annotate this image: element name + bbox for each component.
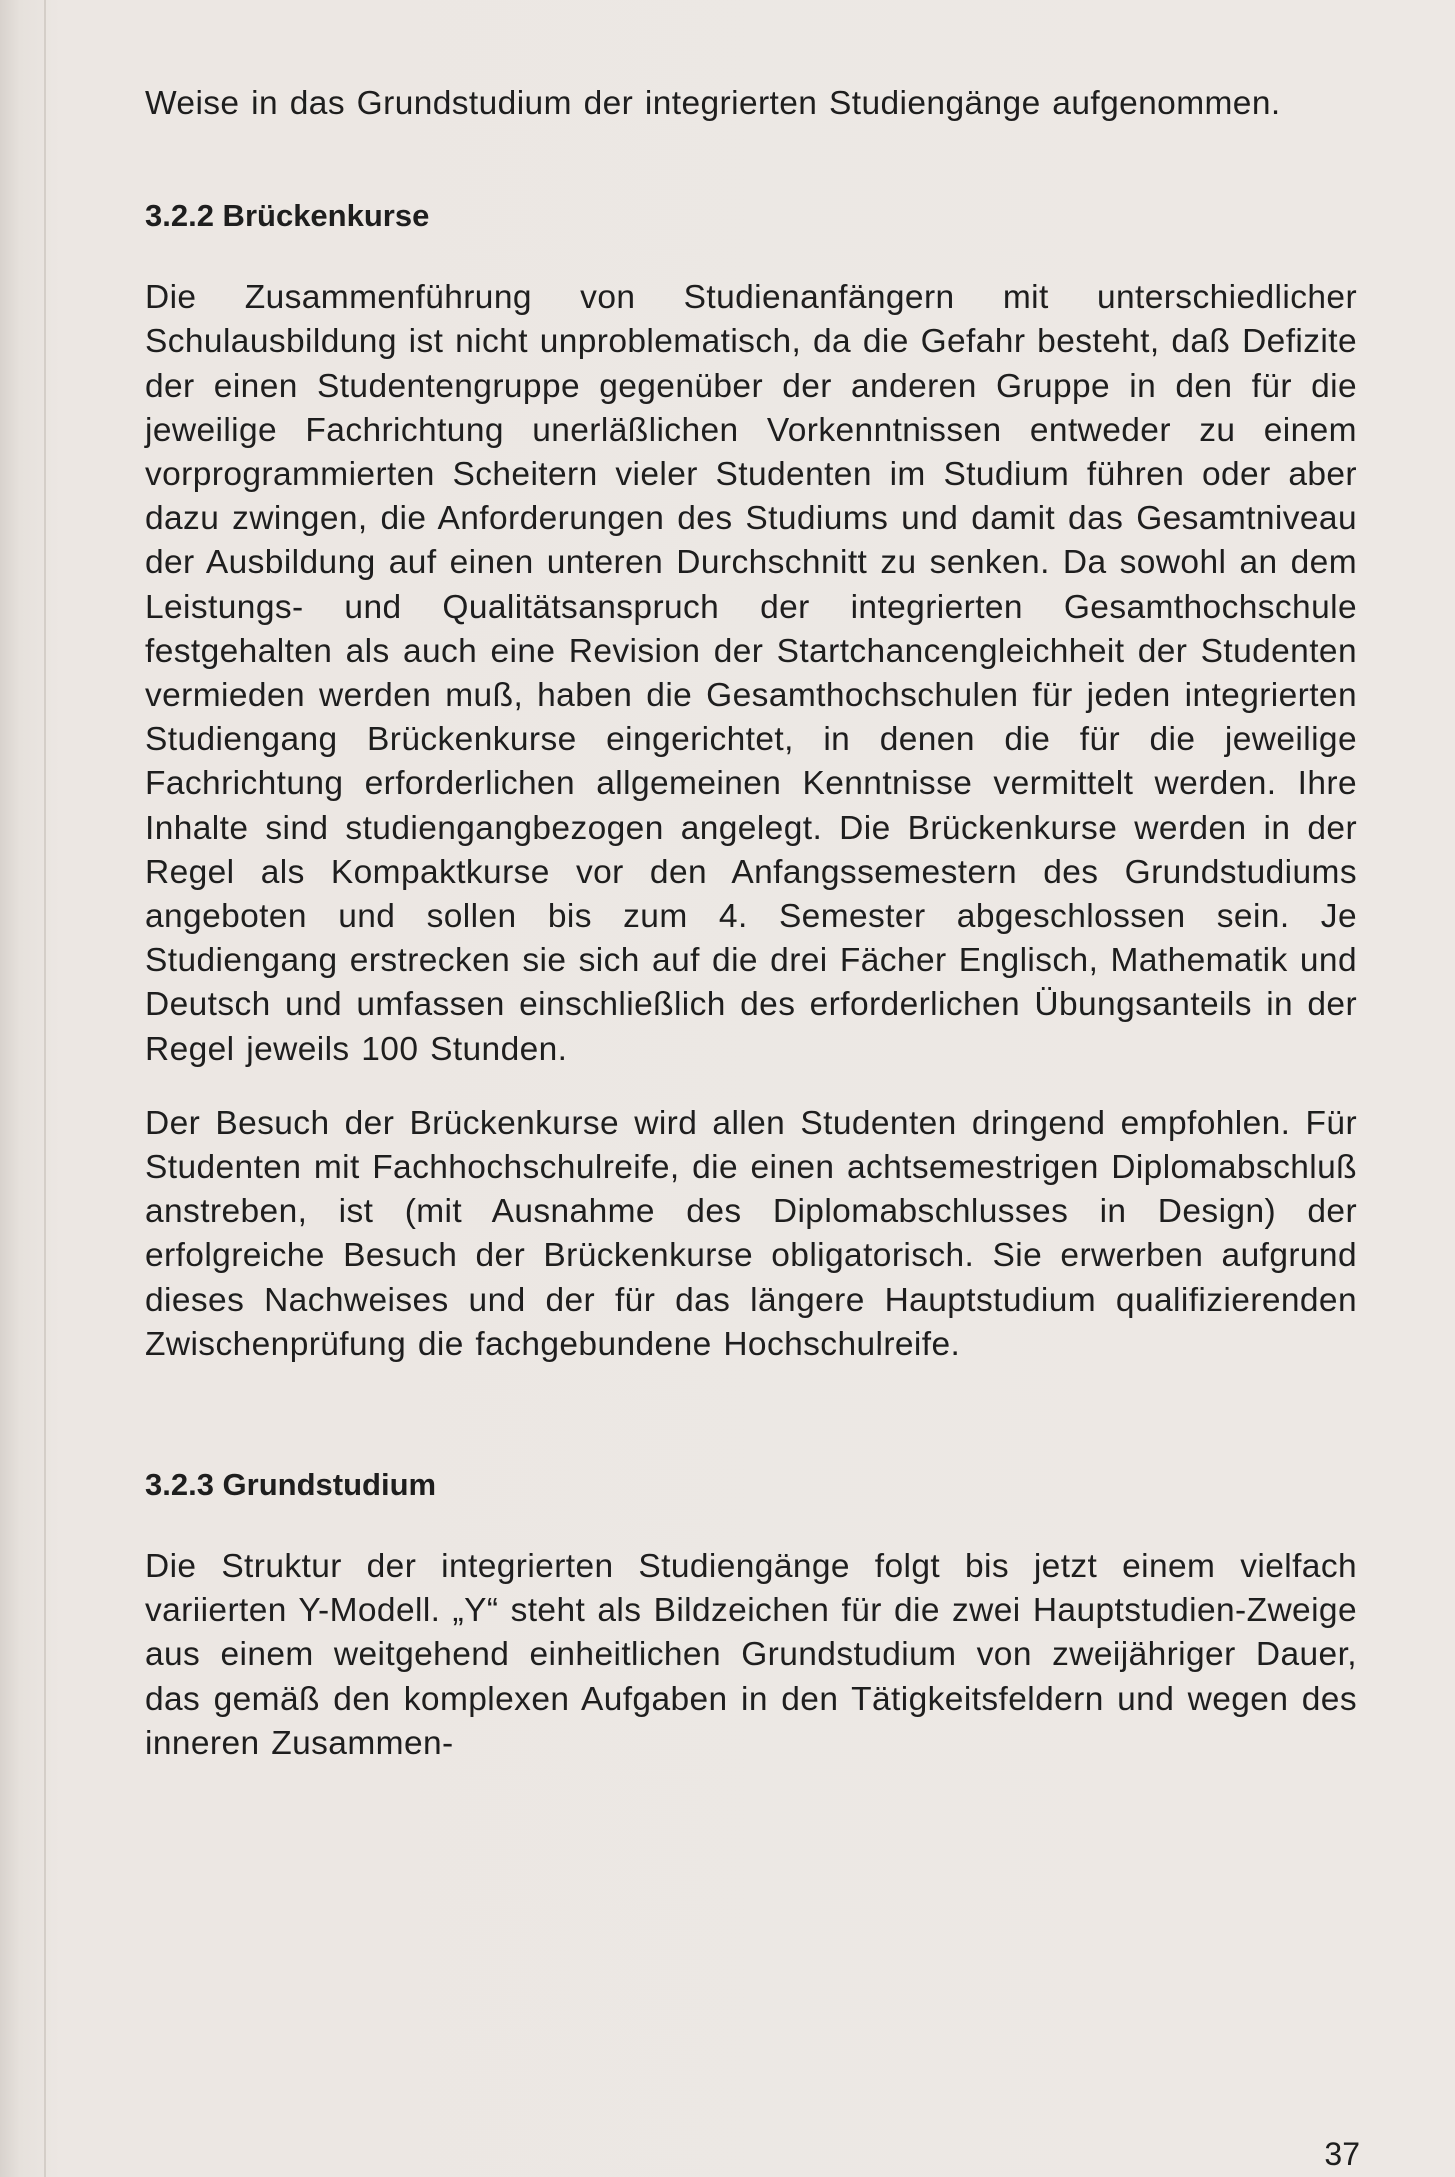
- grundstudium-paragraph-1: Die Struktur der integrierten Studiengänge folgt bis jetzt einem vielfach variierten Y-Modell. „Y“ steht als Bildzeichen für die zwei Hauptstudien-Zweige aus einem weitgehend einheitlichen Grundstudium von zweijähriger Dauer, das gemäß den komplexen Aufgaben in den Tätigkeitsfeldern und wegen des inneren Zusammen-: [145, 1548, 1357, 1762]
- section-heading-brueckenkurse: 3.2.2 Brückenkurse: [145, 198, 430, 234]
- page-spine-shadow: [44, 0, 46, 2177]
- section-heading-grundstudium: 3.2.3 Grundstudium: [145, 1467, 437, 1503]
- brueckenkurse-paragraph-2: Der Besuch der Brückenkurse wird allen Studenten dringend empfohlen. Für Studenten mit Fachhochschulreife, die einen achtsemestrigen Diplomabschluß anstreben, ist (mit Ausnahme des Diplomabschlusses in Design) der erfolgreiche Besuch der Brückenkurse obligatorisch. Sie erwerben aufgrund dieses Nachweises und der für das längere Hauptstudium qualifizierenden Zwischenprüfung die fachgebundene Hochschulreife.: [145, 1104, 1357, 1363]
- intro-paragraph: Weise in das Grundstudium der integrierten Studiengänge aufgenommen.: [145, 85, 1281, 122]
- page-content: [145, 82, 1357, 1766]
- page-number: 37: [1324, 2136, 1360, 2172]
- brueckenkurse-paragraph-1: Die Zusammenführung von Studienanfängern mit unterschiedlicher Schulausbildung ist nicht unproblematisch, da die Gefahr besteht, daß Defizite der einen Studentengruppe gegenüber der anderen Gruppe in den für die jeweilige Fachrichtung unerläßlichen Vorkenntnissen entweder zu einem vorprogrammierten Scheitern vieler Studenten im Studium führen oder aber dazu zwingen, die Anforderungen des Studiums und damit das Gesamtniveau der Ausbildung auf einen unteren Durchschnitt zu senken. Da sowohl an dem Leistungs- und Qualitätsanspruch der integrierten Gesamthochschule festgehalten als auch eine Revision der Startchancengleichheit der Studenten vermieden werden muß, haben die Gesamthochschulen für jeden integrierten Studiengang Brückenkurse eingerichtet, in denen die für die jeweilige Fachrichtung erforderlichen allgemeinen Kenntnisse vermittelt werden. Ihre Inhalte sind studiengangbezogen angelegt. Die Brückenkurse werden in der Regel als Kompaktkurse vor den Anfangssemestern des Grundstudiums angeboten und sollen bis zum 4. Semester abgeschlossen sein. Je Studiengang erstrecken sie sich auf die drei Fächer Englisch, Mathematik und Deutsch und umfassen einschließlich des erforderlichen Übungsanteils in der Regel jeweils 100 Stunden.: [145, 279, 1357, 1068]
